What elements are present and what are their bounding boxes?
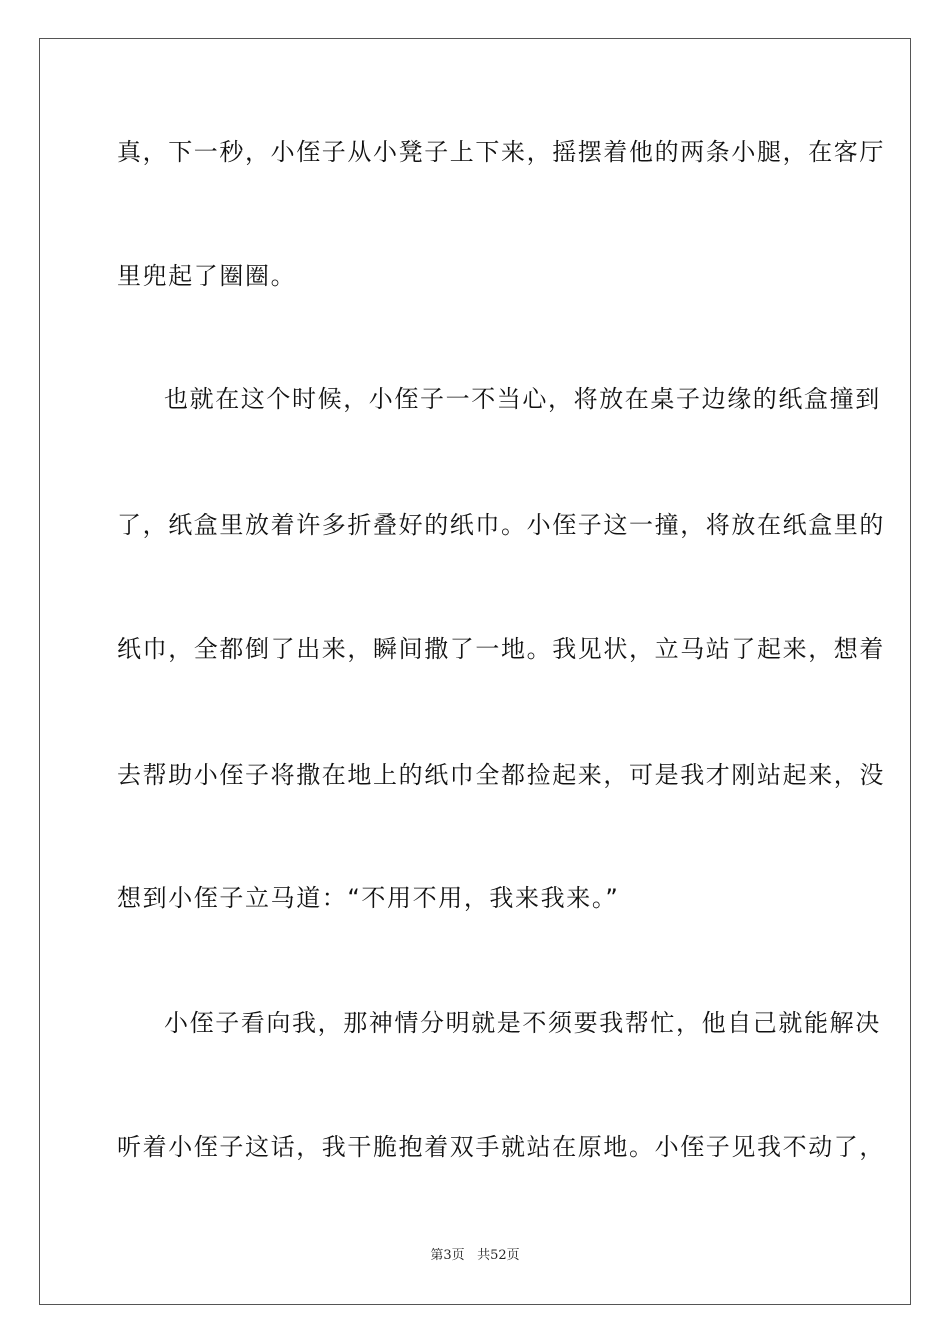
text-line-9: 听着小侄子这话，我干脆抱着双手就站在原地。小侄子见我不动了， (117, 1133, 885, 1161)
page-border (39, 38, 911, 1305)
text-line-7: 想到小侄子立马道：“不用不用，我来我来。” (117, 884, 620, 912)
text-line-4: 了，纸盒里放着许多折叠好的纸巾。小侄子这一撞，将放在纸盒里的 (117, 511, 885, 539)
text-line-5: 纸巾，全都倒了出来，瞬间撒了一地。我见状，立马站了起来，想着 (117, 635, 885, 663)
page-footer (0, 1247, 950, 1265)
page-number: 第3页 (430, 1248, 465, 1263)
text-line-1: 真，下一秒，小侄子从小凳子上下来，摇摆着他的两条小腿，在客厅 (117, 138, 885, 166)
text-line-3: 也就在这个时候，小侄子一不当心，将放在桌子边缘的纸盒撞到 (164, 385, 881, 413)
text-line-8: 小侄子看向我，那神情分明就是不须要我帮忙，他自己就能解决 (164, 1009, 881, 1037)
text-line-2: 里兜起了圈圈。 (117, 262, 297, 290)
text-line-6: 去帮助小侄子将撒在地上的纸巾全都捡起来，可是我才刚站起来，没 (117, 761, 885, 789)
page-total: 共52页 (477, 1248, 520, 1263)
